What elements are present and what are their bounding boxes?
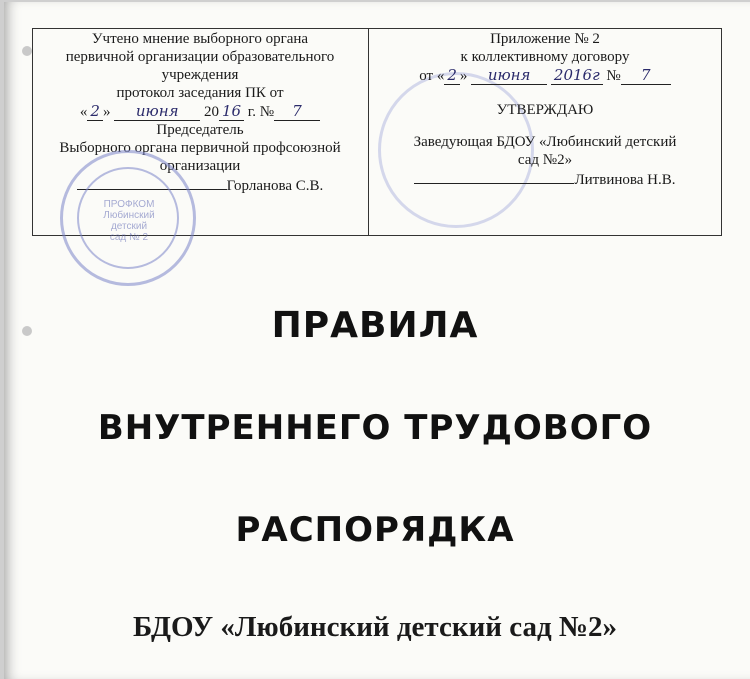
handwritten-number: 7 [621,66,671,85]
handwritten-year: 16 [219,102,244,121]
approver-signer: Литвинова Н.В. [574,172,676,188]
union-line-2: первичной организации образовательного [65,49,335,65]
approver-signature-row [370,169,720,189]
union-line-7: Выборного органа первичной профсоюзной [59,140,341,156]
union-line-1: Учтено мнение выборного органа [91,31,309,47]
union-protocol-date: « 2 » июня 20 16 г. № 7 [33,102,367,121]
appendix-line-2: к коллективному договору [460,49,630,65]
approver-title-1: Заведующая БДОУ «Любинский детский [413,134,677,150]
document-title-line-3: РАСПОРЯДКА [235,510,515,550]
handwritten-month: июня [471,66,547,85]
document-title-line-1: ПРАВИЛА [271,305,479,346]
union-line-8: организации [159,158,241,174]
union-line-6: Председатель [156,122,244,138]
approve-label: УТВЕРЖДАЮ [496,102,594,118]
header-divider [368,28,369,236]
union-line-3: учреждения [161,67,239,83]
appendix-line-1: Приложение № 2 [490,31,600,47]
profkom-stamp: ПРОФКОМ Любинский детский сад № 2 [60,150,196,286]
handwritten-day: 2 [87,102,103,121]
signature-line [414,169,574,184]
institution-name: БДОУ «Любинский детский сад №2» [132,611,618,643]
union-line-4: протокол заседания ПК от [116,85,284,101]
binder-hole [22,46,32,56]
approver-title-2: сад №2» [517,152,573,168]
document-title-line-2: ВНУТРЕННЕГО ТРУДОВОГО [97,408,653,448]
union-signer: Горланова С.В. [226,178,324,194]
handwritten-day: 2 [444,66,460,85]
handwritten-year: 2016г [551,66,603,85]
contract-appendix-block [370,30,720,189]
appendix-date: от « 2 » июня 2016г № 7 [370,66,720,85]
handwritten-month: июня [114,102,200,121]
handwritten-number: 7 [274,102,320,121]
